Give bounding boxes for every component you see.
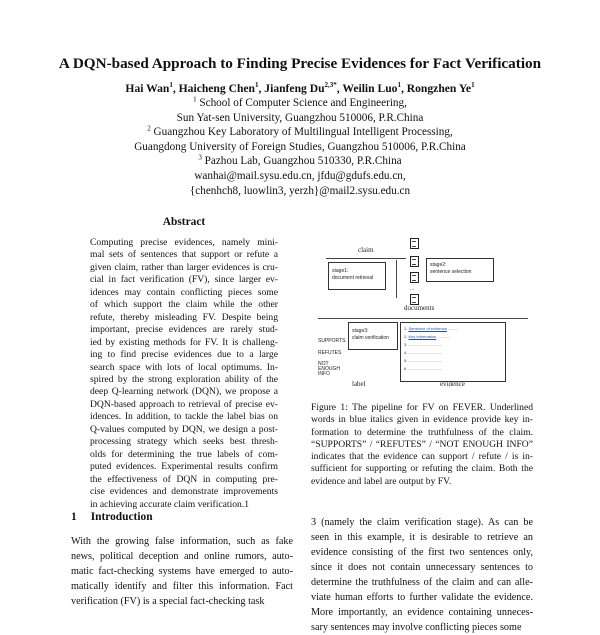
stage1-sublabel: document retrieval	[332, 275, 374, 281]
author-list: Hai Wan$^1$, Haicheng Chen$^1$, Jianfeng $Du^{2,3*}$, Weilin Luo$^1$, Rongzhen Ye$^1$	[125, 81, 475, 95]
email-line: wanhai@mail.sysu.edu.cn, jfdu@gdufs.edu.cn,	[194, 169, 406, 182]
affiliation-line: $^2$ Guangzhou Key Laboratory of Multilingual Intelligent Processing,	[147, 124, 453, 139]
label-not-enough-info: NOT ENOUGH INFO	[318, 361, 340, 377]
stage1-label: stage1:	[332, 268, 349, 274]
text-line: deep Q-learning network (DQN), we propose a	[90, 386, 278, 398]
text-line: words in blue italics given in evidence provide key in-	[311, 414, 533, 426]
affiliation-line: Sun Yat-sen University, Guangzhou 510006, P.R.China	[176, 111, 424, 124]
text-line: cise evidences and demonstrate improvements	[90, 486, 278, 498]
document-icon	[410, 256, 419, 267]
text-line: idences. In addition, to tackle the label bias on	[90, 411, 278, 423]
text-line: ied by existing methods for FV. It is challeng-	[90, 336, 278, 348]
pipeline-figure	[318, 246, 532, 392]
stage3-label: stage3:	[352, 328, 369, 334]
text-line: formation to determine the truthfulness of the claim.	[311, 426, 533, 438]
text-line: With the growing false information, such as fake	[71, 536, 293, 547]
text-line: evidence and label are output by FV.	[311, 475, 452, 487]
text-line: seen in this example, it is desirable to retrieve an	[311, 532, 533, 543]
author-5: Rongzhen Ye	[406, 82, 472, 95]
text-line: search space with lots of local optimums. In-	[90, 361, 278, 373]
text-line: “SUPPORTS” / “REFUTES” / “NOT ENOUGH INFO”	[311, 438, 533, 450]
text-line: More importantly, an evidence containing unneces-	[311, 607, 533, 618]
figure-caption	[311, 402, 533, 488]
stage2-label: stage2:	[430, 262, 447, 268]
author-3: Jianfeng Du	[264, 82, 325, 95]
label-refutes: REFUTES	[318, 350, 342, 356]
text-line: idences may contain conflicting pieces some	[90, 286, 278, 298]
section-heading-introduction: 1 Introduction	[71, 511, 153, 523]
text-line: Q-values computed by DQN, we design a post-	[90, 423, 278, 435]
abstract-body	[90, 237, 278, 511]
text-line: 3 (namely the claim verification stage). As can be	[311, 517, 533, 528]
text-line: sary sentences may involve conflicting pieces some	[311, 622, 522, 633]
text-line: Figure 1: The pipeline for FV on FEVER. Underlined	[311, 402, 533, 413]
text-line: matically identify and filter this information. Fact	[71, 581, 293, 592]
evidence-sentence: 4. ..............................	[404, 350, 442, 355]
text-line: of which support the claim while the other	[90, 299, 278, 311]
text-line: in achieving accurate claim verification.1	[90, 498, 250, 510]
text-line: given claim, rather than larger evidences is cru-	[90, 261, 278, 273]
author-2: Haicheng Chen	[178, 82, 255, 95]
text-line: since it does not contain unnecessary sentences to	[311, 562, 533, 573]
right-column-paragraph	[311, 515, 533, 635]
text-line: ing to find precise evidences due to a large	[90, 349, 278, 361]
figure-claim-label: claim	[358, 246, 374, 254]
evidence-sentence: 2. Key information ...........	[404, 334, 450, 339]
evidence-caption: evidence	[440, 380, 465, 388]
figure-bracket	[396, 260, 397, 298]
affiliation-line: $^1$ School of Computer Science and Engineering,	[193, 95, 407, 109]
text-line: the effectiveness of DQN in computing pre-	[90, 473, 278, 485]
stage3-sublabel: claim verification	[352, 335, 389, 341]
text-line: refute, thereby misleading FV. Despite being	[90, 311, 278, 323]
documents-label: documents	[404, 304, 435, 312]
text-line: puted evidences. Experimental results confirm	[90, 461, 278, 473]
document-icon	[410, 238, 419, 249]
label-caption: label	[352, 380, 366, 388]
author-1: Hai Wan	[125, 82, 170, 95]
affiliations	[0, 96, 600, 198]
text-line: news, political deception and online rumors, auto-	[71, 551, 293, 562]
evidence-sentence: 1. Sentence of evidence ........	[404, 326, 457, 331]
text-line: processing strategy which seeks best thresh-	[90, 436, 278, 448]
ellipsis: ...	[410, 286, 415, 292]
text-line: DQN-based approach to retrieval of precise ev-	[90, 398, 278, 410]
document-icon	[410, 272, 419, 283]
text-line: determine the truthfulness of the claim and can alle-	[311, 577, 533, 588]
figure-divider	[318, 318, 528, 319]
paper-title: A DQN-based Approach to Finding Precise Evidences for Fact Verification	[58, 55, 542, 72]
text-line: evidence consisting of the first two sentences only,	[311, 547, 533, 558]
label-supports: SUPPORTS	[318, 338, 346, 344]
text-line: spired by the strong exploration ability of the	[90, 373, 278, 385]
intro-paragraph	[71, 534, 293, 609]
text-line: sufficient for supporting or refuting the claim. Both the	[311, 463, 533, 475]
email-line: {chenhch8, luowlin3, yerzh}@mail2.sysu.edu.cn	[189, 184, 411, 197]
affiliation-line: $^3$ Pazhou Lab, Guangzhou 510330, P.R.China	[198, 153, 402, 168]
abstract-heading: Abstract	[162, 216, 206, 228]
affiliation-line: Guangdong University of Foreign Studies, Guangzhou 510006, P.R.China	[134, 140, 466, 153]
text-line: viate human efforts to further validate the evidence.	[311, 592, 533, 603]
text-line: important, precise evidences are rarely stud-	[90, 324, 278, 336]
evidence-sentence: 6. ..............................	[404, 366, 442, 371]
evidence-sentence: 3. ..............................	[404, 342, 442, 347]
evidence-sentence: 5. ..............................	[404, 358, 442, 363]
text-line: verification (FV) is a special fact-checking task	[71, 596, 265, 607]
text-line: matic fact-checking systems have emerged to auto-	[71, 566, 293, 577]
text-line: Computing precise evidences, namely mini-	[90, 237, 278, 248]
figure-divider	[326, 258, 406, 259]
text-line: cial in fact verification (FV), since larger ev-	[90, 274, 278, 286]
stage2-sublabel: sentence selection	[430, 269, 472, 275]
text-line: olds for determining the true labels of com-	[90, 448, 278, 460]
author-4: Weilin Luo	[342, 82, 398, 95]
text-line: mal sets of sentences that support or refute a	[90, 249, 278, 261]
text-line: indicates that the evidence can support / refute / is in-	[311, 451, 533, 463]
